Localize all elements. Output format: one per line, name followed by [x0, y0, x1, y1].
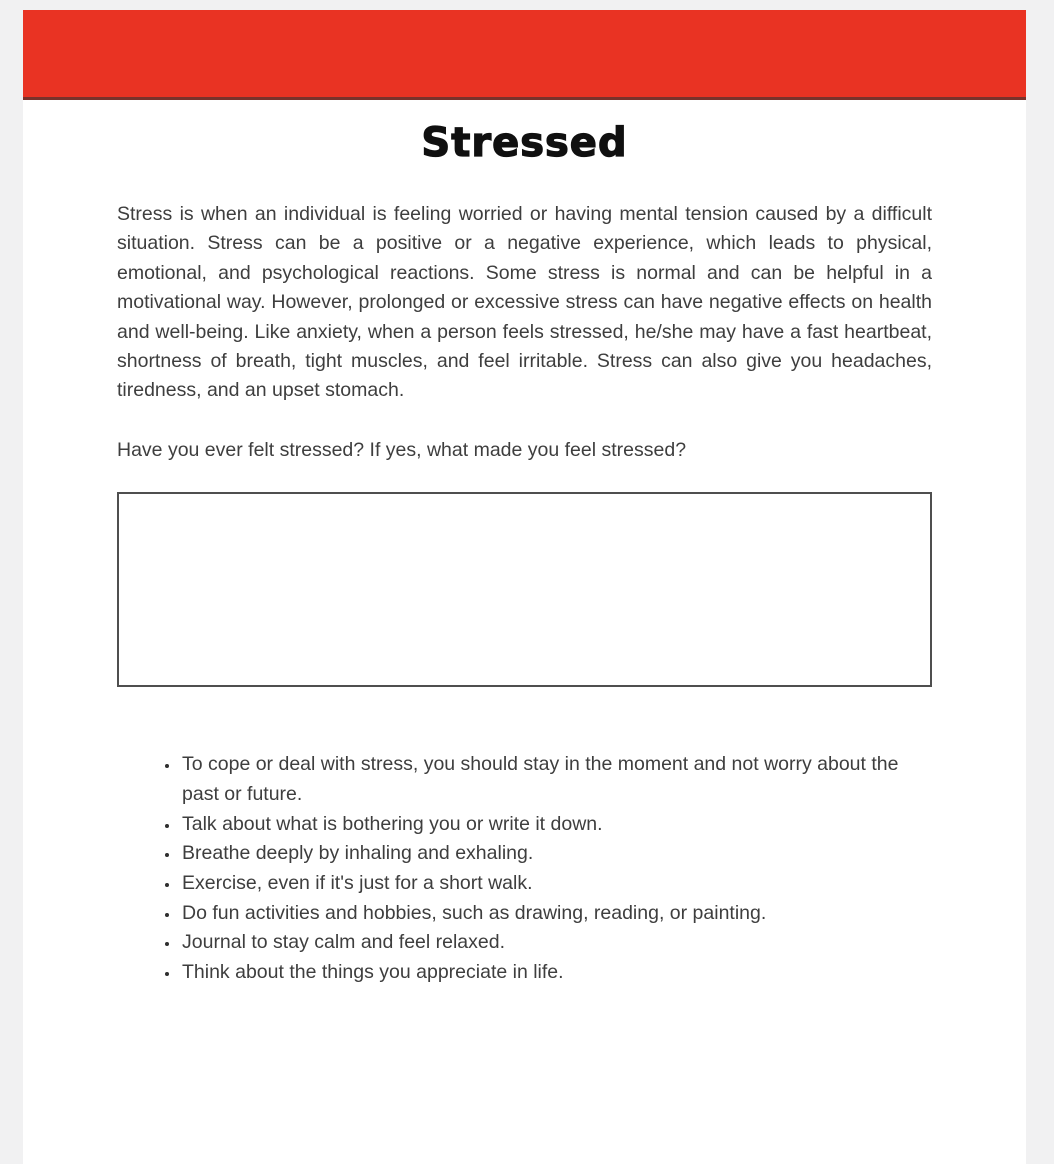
list-item-text: Do fun activities and hobbies, such as drawing, reading, or painting. — [182, 901, 767, 924]
list-item — [180, 899, 932, 929]
header-banner — [23, 10, 1026, 100]
list-item-text: To cope or deal with stress, you should stay in the moment and not worry about the past or future. — [182, 753, 899, 805]
list-item-text: Journal to stay calm and feel relaxed. — [182, 931, 506, 954]
list-item — [180, 928, 932, 958]
page-title: Stressed — [421, 120, 628, 166]
list-item — [180, 810, 932, 840]
list-item — [180, 839, 932, 869]
list-item-text: Think about the things you appreciate in life. — [182, 961, 564, 984]
tips-list — [117, 750, 932, 988]
page-content — [117, 200, 932, 988]
question-text: Have you ever felt stressed? If yes, what made you feel stressed? — [117, 438, 687, 461]
list-item — [180, 958, 932, 988]
list-item-text: Talk about what is bothering you or write it down. — [182, 812, 603, 835]
list-item — [180, 869, 932, 899]
worksheet-page — [23, 10, 1026, 1164]
answer-input[interactable] — [117, 492, 932, 687]
list-item-text: Exercise, even if it's just for a short walk. — [182, 872, 533, 895]
list-item-text: Breathe deeply by inhaling and exhaling. — [182, 842, 534, 865]
intro-paragraph: Stress is when an individual is feeling worried or having mental tension caused by a difficult situation. Stress can be a positive or a negative experience, which leads to physical, emotional, and psychological reactions. Some stress is normal and can be helpful in a motivational way. However, prolonged or excessive stress can have negative effects on health and well-being. Like anxiety, when a person feels stressed, he/she may have a fast heartbeat, shortness of breath, tight muscles, and feel irritable. Stress can also give you headaches, tiredness, and an upset stomach. — [117, 203, 932, 402]
list-item — [180, 750, 932, 809]
